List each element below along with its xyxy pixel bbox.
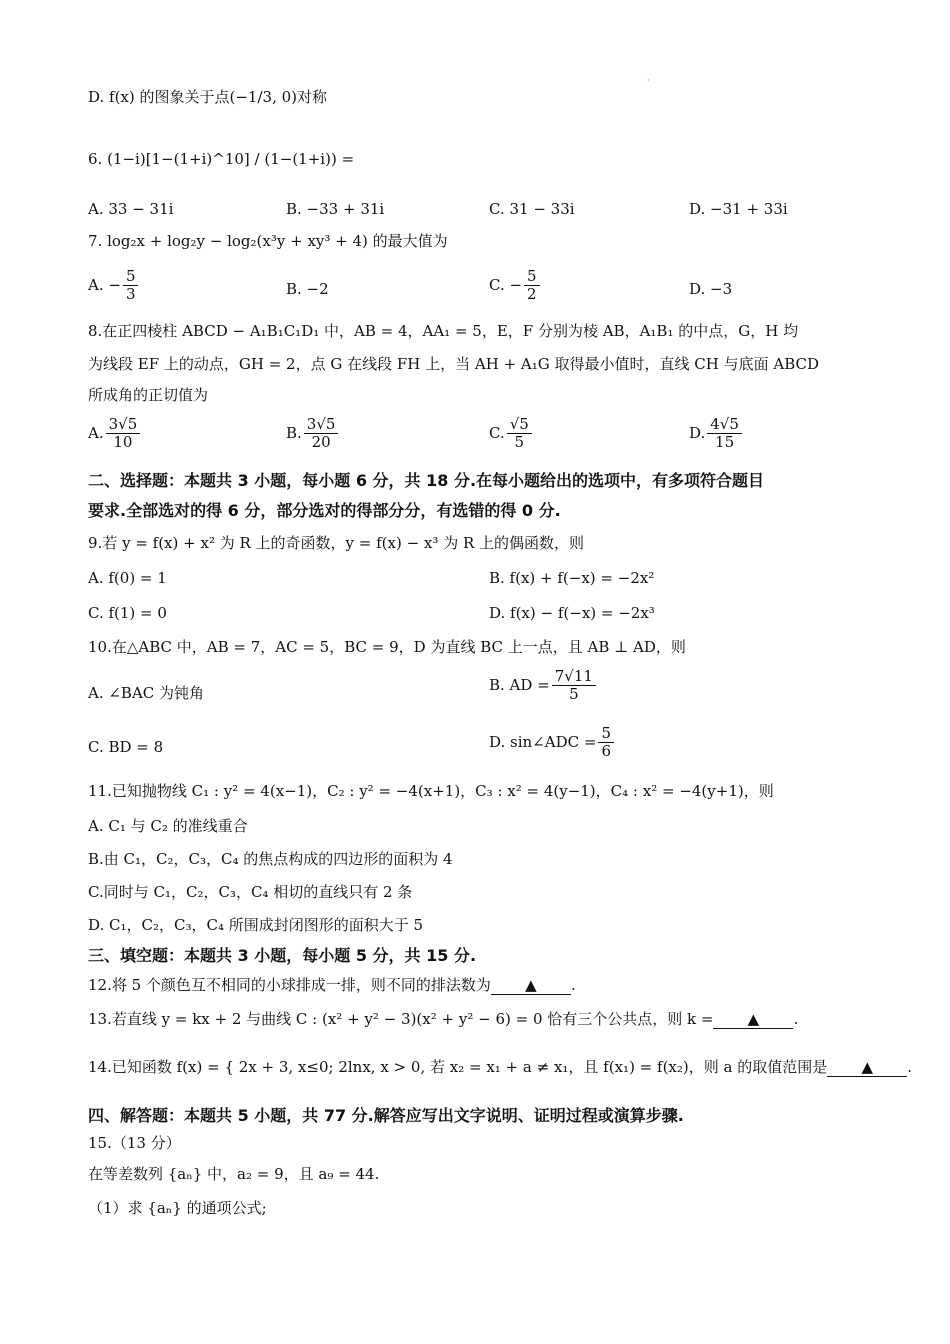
q14-stem: 14.已知函数 f(x) = { 2x + 3, x≤0; 2lnx, x > 0, 若 x₂ = x₁ + a ≠ x₁，且 f(x₁) = f(x₂)，则 a 的取值范围是 ▲ . <box>88 1058 913 1076</box>
section-2-heading-line2: 要求.全部选对的得 6 分，部分选对的得部分分，有选错的得 0 分. <box>88 501 561 520</box>
q15-stem: 在等差数列 {aₙ} 中，a₂ = 9，且 a₉ = 44. <box>88 1165 380 1183</box>
q7-option-b: B. −2 <box>286 280 329 298</box>
q9-option-c: C. f(1) = 0 <box>88 604 167 622</box>
q15-heading: 15.（13 分） <box>88 1134 181 1152</box>
q9-stem: 9.若 y = f(x) + x² 为 R 上的奇函数，y = f(x) − x³ 为 R 上的偶函数，则 <box>88 534 585 552</box>
q10-stem: 10.在△ABC 中，AB = 7，AC = 5，BC = 9，D 为直线 BC 上一点，且 AB ⊥ AD，则 <box>88 638 686 656</box>
q7-stem: 7. log₂x + log₂y − log₂(x³y + xy³ + 4) 的最大值为 <box>88 232 448 250</box>
q8-option-d: D. $\frac{4√5}{15}$ <box>689 416 744 452</box>
section-3-heading: 三、填空题：本题共 3 小题，每小题 5 分，共 15 分. <box>88 946 477 965</box>
answer-blank: ▲ <box>491 976 571 995</box>
q13-stem: 13.若直线 y = kx + 2 与曲线 C : (x² + y² − 3)(x² + y² − 6) = 0 恰有三个公共点，则 k = ▲ . <box>88 1010 799 1028</box>
q11-option-c: C.同时与 C₁，C₂，C₃，C₄ 相切的直线只有 2 条 <box>88 883 413 901</box>
q10-option-c: C. BD = 8 <box>88 738 164 756</box>
section-4-heading: 四、解答题：本题共 5 小题，共 77 分.解答应写出文字说明、证明过程或演算步骤. <box>88 1106 684 1125</box>
q8-option-a: A. $\frac{3√5}{10}$ <box>88 416 142 452</box>
q11-option-d: D. C₁，C₂，C₃，C₄ 所围成封闭图形的面积大于 5 <box>88 916 424 934</box>
q8-option-c: C. $\frac{√5}{5}$ <box>489 416 534 452</box>
speck: · <box>647 76 650 85</box>
q12-stem: 12.将 5 个颜色互不相同的小球排成一排，则不同的排法数为 ▲ . <box>88 976 576 994</box>
q7-option-d: D. −3 <box>689 280 733 298</box>
q7-option-a: A. − $\frac{5}{3}$ <box>88 268 140 304</box>
q6-option-c: C. 31 − 33i <box>489 200 575 218</box>
q6-option-a: A. 33 − 31i <box>88 200 174 218</box>
q6-stem: 6. (1−i)[1−(1+i)^10] / (1−(1+i)) = <box>88 150 355 168</box>
q9-option-b: B. f(x) + f(−x) = −2x² <box>489 569 655 587</box>
q11-option-b: B.由 C₁，C₂，C₃，C₄ 的焦点构成的四边形的面积为 4 <box>88 850 453 868</box>
q8-stem-line3: 所成角的正切值为 <box>88 386 209 404</box>
q10-option-b: B. AD = $\frac{7√11}{5}$ <box>489 668 598 704</box>
q11-stem: 11.已知抛物线 C₁ : y² = 4(x−1)，C₂ : y² = −4(x+1)，C₃ : x² = 4(y−1)，C₄ : x² = −4(y+1)，则 <box>88 782 774 800</box>
q6-option-d: D. −31 + 33i <box>689 200 788 218</box>
q5-option-d: D. f(x) 的图象关于点(−1/3, 0)对称 <box>88 88 328 106</box>
answer-blank: ▲ <box>713 1010 793 1029</box>
q9-option-a: A. f(0) = 1 <box>88 569 167 587</box>
q9-option-d: D. f(x) − f(−x) = −2x³ <box>489 604 655 622</box>
answer-blank: ▲ <box>827 1058 907 1077</box>
q10-option-a: A. ∠BAC 为钝角 <box>88 684 205 702</box>
section-2-heading-line1: 二、选择题：本题共 3 小题，每小题 6 分，共 18 分.在每小题给出的选项中，有多项符合题目 <box>88 471 765 490</box>
q10-option-d: D. sin∠ADC = $\frac{5}{6}$ <box>489 725 616 761</box>
q8-option-b: B. $\frac{3√5}{20}$ <box>286 416 340 452</box>
q15-part1: （1）求 {aₙ} 的通项公式; <box>88 1199 267 1217</box>
q6-option-b: B. −33 + 31i <box>286 200 385 218</box>
q11-option-a: A. C₁ 与 C₂ 的准线重合 <box>88 817 248 835</box>
q7-option-c: C. − $\frac{5}{2}$ <box>489 268 542 304</box>
q8-stem-line2: 为线段 EF 上的动点，GH = 2，点 G 在线段 FH 上，当 AH + A₁G 取得最小值时，直线 CH 与底面 ABCD <box>88 355 820 373</box>
q8-stem-line1: 8.在正四棱柱 ABCD − A₁B₁C₁D₁ 中，AB = 4，AA₁ = 5，E，F 分别为棱 AB，A₁B₁ 的中点，G，H 均 <box>88 322 799 340</box>
